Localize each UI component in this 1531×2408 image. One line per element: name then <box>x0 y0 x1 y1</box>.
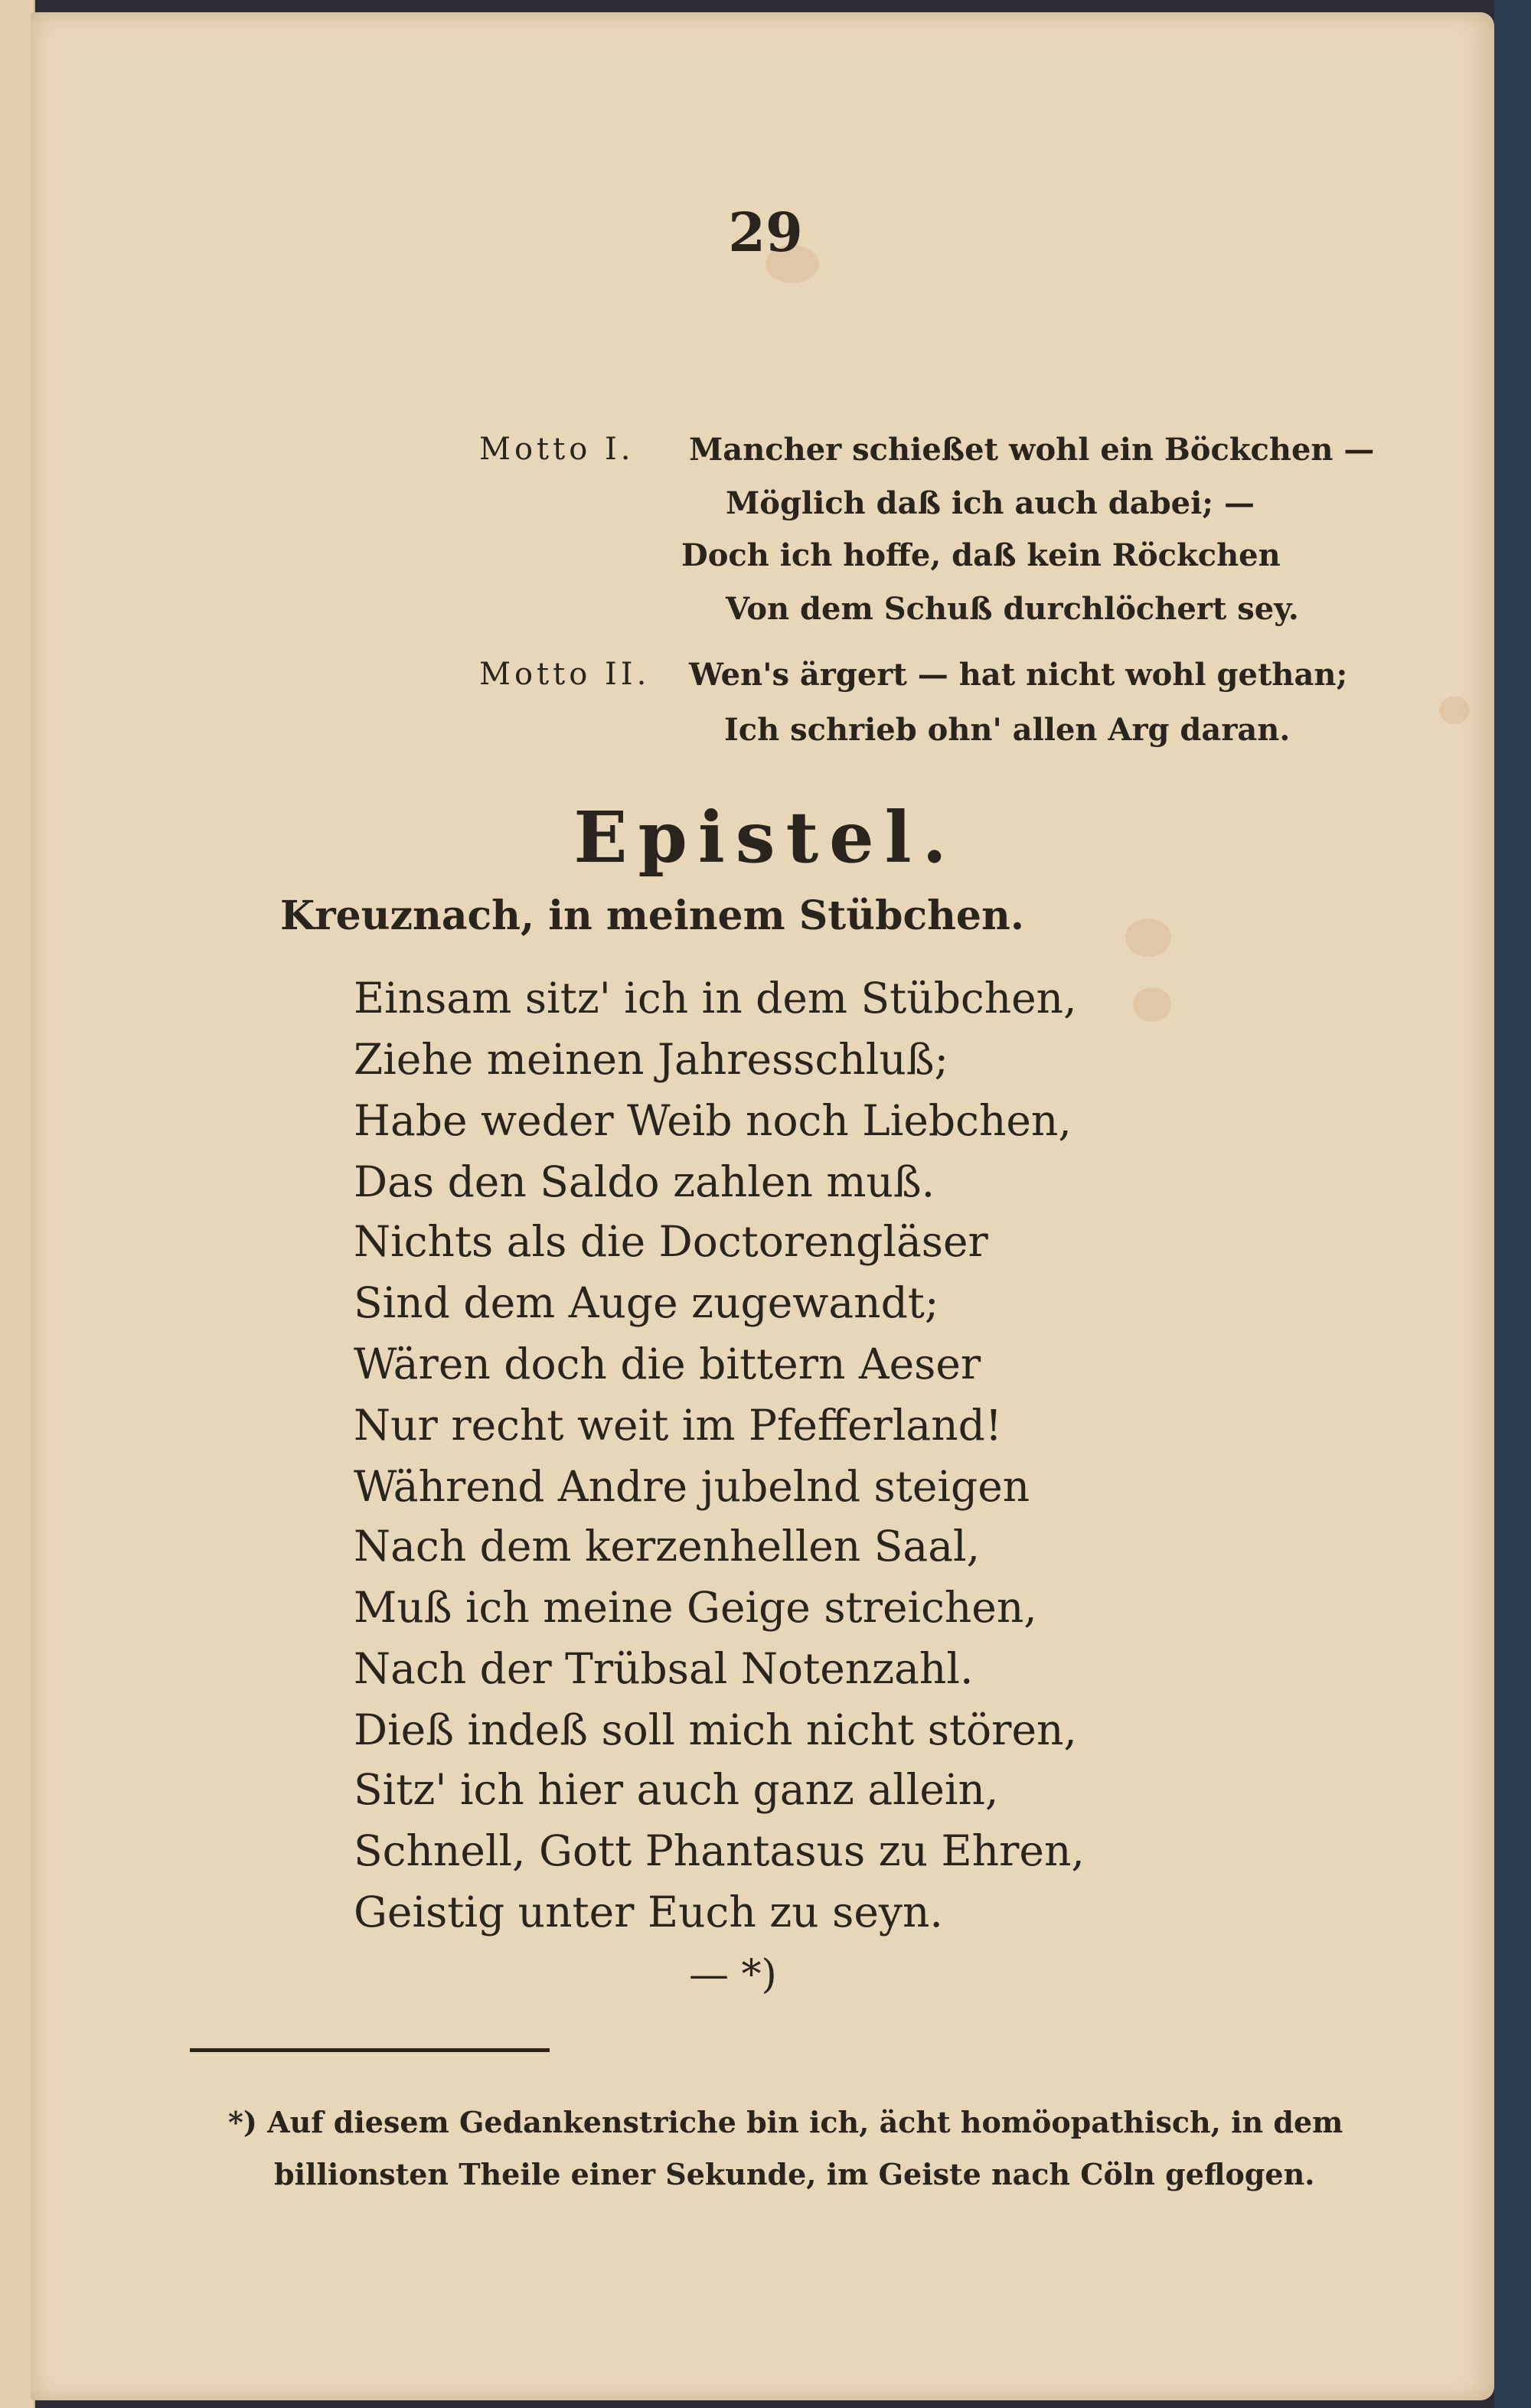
paper-stain <box>1439 697 1470 724</box>
book-page <box>31 12 1494 2400</box>
verse-line: Wären doch die bittern Aeser <box>354 1339 981 1388</box>
verse-line: Muß ich meine Geige streichen, <box>354 1583 1037 1632</box>
footnote-line: *) Auf diesem Gedankenstriche bin ich, ächt homöopathisch, in dem <box>228 2105 1343 2139</box>
verse-line: Nur recht weit im Pfefferland! <box>354 1401 1002 1450</box>
verse-line: Nach der Trübsal Notenzahl. <box>354 1644 974 1693</box>
paper-stain <box>1133 987 1171 1022</box>
verse-line: Einsam sitz' ich in dem Stübchen, <box>354 974 1077 1023</box>
footnote-rule <box>190 2048 550 2052</box>
footnote-line: billionsten Theile einer Sekunde, im Geiste nach Cöln geflogen. <box>274 2157 1315 2191</box>
motto-1-line: Doch ich hoffe, daß kein Röckchen <box>681 537 1281 573</box>
verse-line: Habe weder Weib noch Liebchen, <box>354 1096 1072 1145</box>
verse-line: Sind dem Auge zugewandt; <box>354 1278 939 1327</box>
book-cover-edge <box>1494 0 1531 2408</box>
verse-line: Geistig unter Euch zu seyn. <box>354 1888 943 1937</box>
motto-1-line: Von dem Schuß durchlöchert sey. <box>726 591 1299 627</box>
page-number: 29 <box>728 201 803 264</box>
verse-line: Das den Saldo zahlen muß. <box>354 1157 935 1206</box>
poem-title: Epistel. <box>573 796 958 879</box>
motto-2-line: Ich schrieb ohn' allen Arg daran. <box>724 712 1291 748</box>
motto-1-line: Möglich daß ich auch dabei; — <box>726 485 1255 521</box>
closing-dash: — *) <box>689 1952 777 1998</box>
poem-place-line: Kreuznach, in meinem Stübchen. <box>280 892 1024 939</box>
motto-2-label: Motto II. <box>479 657 651 692</box>
verse-line: Ziehe meinen Jahresschluß; <box>354 1035 949 1084</box>
verse-line: Nach dem kerzenhellen Saal, <box>354 1522 981 1571</box>
motto-1-line: Mancher schießet wohl ein Böckchen — <box>689 432 1375 468</box>
verse-line: Nichts als die Doctorengläser <box>354 1217 988 1266</box>
motto-2-line: Wen's ärgert — hat nicht wohl gethan; <box>689 657 1348 693</box>
motto-1-label: Motto I. <box>479 432 635 467</box>
verse-line: Schnell, Gott Phantasus zu Ehren, <box>354 1826 1085 1875</box>
verse-line: Sitz' ich hier auch ganz allein, <box>354 1765 999 1814</box>
verse-line: Dieß indeß soll mich nicht stören, <box>354 1705 1077 1754</box>
paper-stain <box>1125 918 1171 957</box>
verse-line: Während Andre jubelnd steigen <box>354 1462 1030 1511</box>
